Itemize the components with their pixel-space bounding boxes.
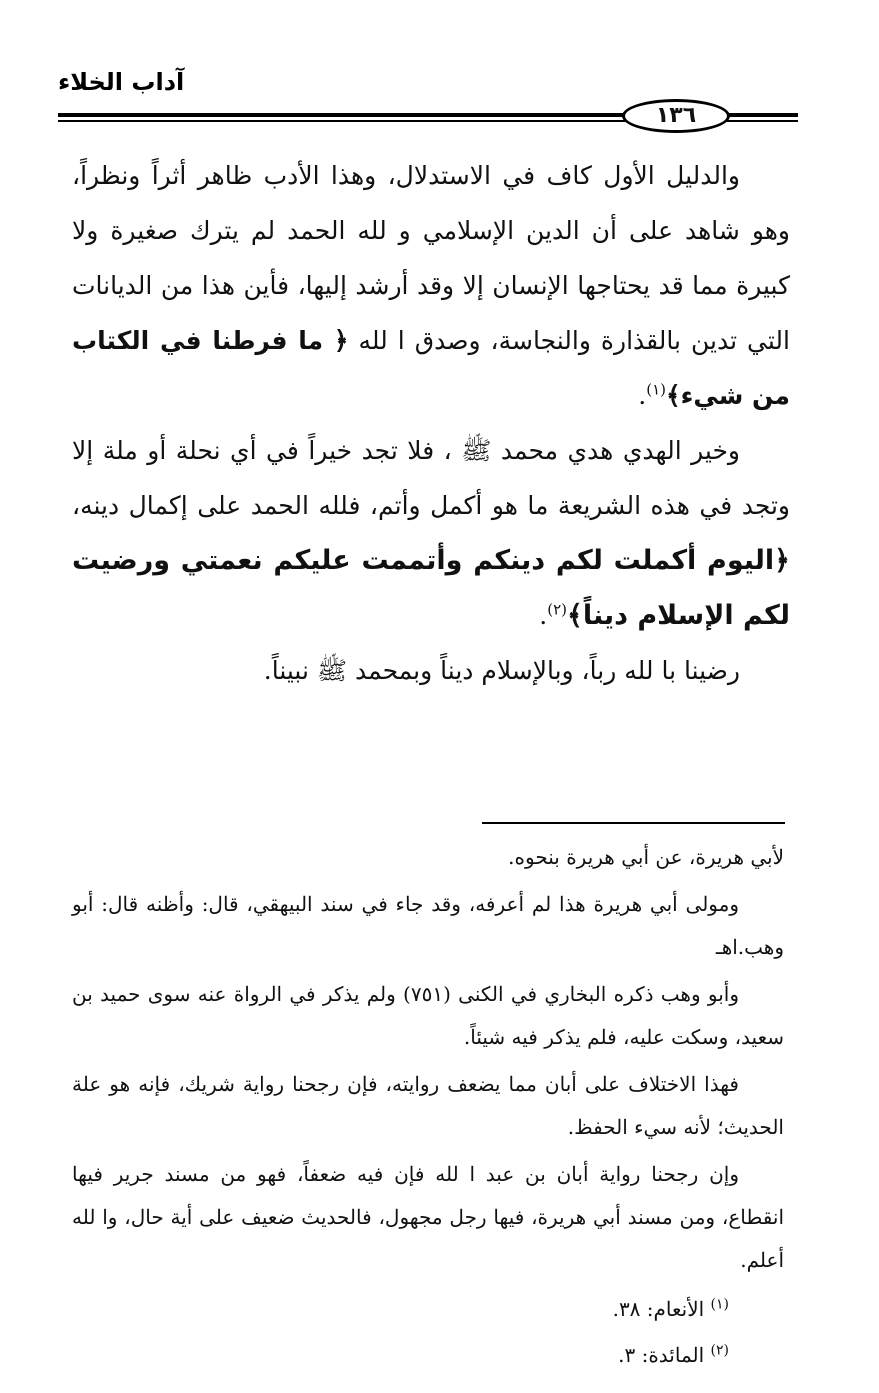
paragraph-2-text: وخير الهدي هدي محمد ﷺ ، فلا تجد خيراً في أي نحلة أو ملة إلا وتجد في هذه الشريعة ما هو أكمل وأتم، فلله الحمد على إكمال دينه، — [72, 436, 790, 520]
footnote-ref-1-text: الأنعام: ٣٨. — [612, 1297, 705, 1321]
footnote-line-1: لأبي هريرة، عن أبي هريرة بنحوه. — [508, 845, 784, 869]
paragraph-1 — [72, 148, 790, 423]
footnote-ref-2-number: (٢) — [710, 1342, 729, 1359]
footnote-ref-1 — [72, 1286, 784, 1332]
footnotes — [72, 836, 784, 1378]
paragraph-2-end: . — [539, 601, 548, 630]
footnote-separator — [482, 822, 785, 824]
paragraph-2 — [72, 423, 790, 643]
paragraph-3: رضينا با لله رباً، وبالإسلام ديناً وبمحمد ﷺ نبيناً. — [263, 656, 740, 685]
footnote-ref-2 — [72, 1332, 784, 1378]
paragraph-1-text: والدليل الأول كاف في الاستدلال، وهذا الأدب ظاهر أثراً ونظراً، وهو شاهد على أن الدين الإسلامي و لله الحمد لم يترك صغيرة ولا كبيرة مما قد يحتاجها الإنسان إلا وقد أرشد إليها، فأين هذا من الديانات التي تدين بالقذارة والنجاسة، وصدق ا لله — [72, 161, 790, 355]
footnote-ref-2-text: المائدة: ٣. — [618, 1343, 705, 1367]
footnote-marker-1: (١) — [646, 380, 666, 399]
main-text — [72, 148, 790, 698]
quran-quote-1: ﴿ ما فرطنا في الكتاب من شيء﴾ — [72, 326, 790, 410]
footnote-para-2: ومولى أبي هريرة هذا لم أعرفه، وقد جاء في سند البيهقي، قال: وأظنه قال: أبو وهب.اهـ — [72, 892, 784, 959]
running-title: آداب الخلاء — [58, 68, 185, 96]
paragraph-1-end: . — [638, 381, 647, 410]
page-number: ١٣٦ — [622, 99, 730, 133]
footnote-marker-2: (٢) — [547, 600, 567, 619]
footnote-para-4: فهذا الاختلاف على أبان مما يضعف روايته، فإن رجحنا رواية شريك، فإنه هو علة الحديث؛ لأنه سيء الحفظ. — [72, 1072, 784, 1139]
quran-quote-2: ﴿اليوم أكملت لكم دينكم وأتممت عليكم نعمتي ورضيت لكم الإسلام ديناً﴾ — [72, 545, 790, 631]
footnote-para-5: وإن رجحنا رواية أبان بن عبد ا لله فإن فيه ضعفاً، فهو من مسند جرير فيها انقطاع، ومن مسند أبي هريرة، فيها رجل مجهول، فالحديث ضعيف على أية حال، وا لله أعلم. — [72, 1162, 784, 1272]
footnote-ref-1-number: (١) — [710, 1296, 729, 1313]
footnote-para-3: وأبو وهب ذكره البخاري في الكنى (٧٥١) ولم يذكر في الرواة عنه سوى حميد بن سعيد، وسكت عليه، فلم يذكر فيه شيئاً. — [72, 982, 784, 1049]
